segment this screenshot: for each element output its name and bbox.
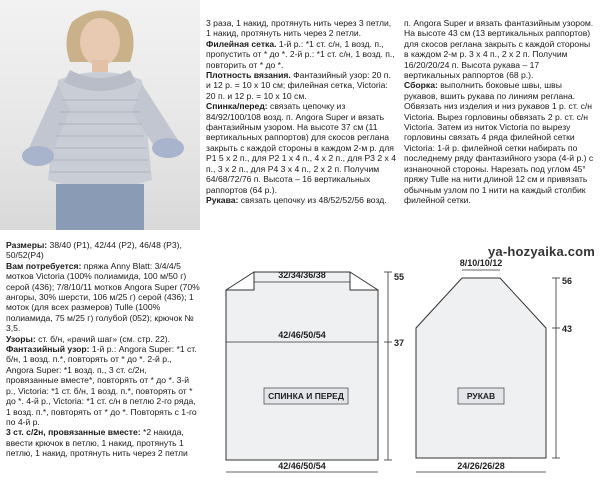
instructions-right-column: [404, 18, 594, 205]
back-mid-width: 42/46/50/54: [278, 330, 326, 340]
sleeve-piece-shape: [416, 278, 546, 458]
sleeve-piece-label: РУКАВ: [466, 391, 496, 401]
sleeve-total-height: 56: [562, 276, 573, 286]
paragraph: Фантазийный узор: 1-й р.: Angora Super: *1 ст. б/н, 1 возд. п.*, повторять от * до *. 2-й р., Angora Super: *1 возд. п., 3 ст. с/2н, провязанные вместе*, повторять от * до *. 3-й р., Victoria: *1 ст. б/н, 1 возд. п.*, повторять от * до *. 4-й р., Victoria: *1 ст. с/н в петлю 2-го ряда, 1 возд. п.*, повторять от * до *. Повторять с 1-го по 4-й р.: [6, 344, 197, 427]
paragraph: Плотность вязания. Фантазийный узор: 20 п. и 12 р. = 10 x 10 см; филейная сетка, Victoria: 20 п. и 12 р. = 10 x 10 см.: [206, 70, 391, 101]
instructions-middle-column: [206, 18, 396, 205]
back-total-height: 55: [394, 272, 405, 282]
sleeve-top-width: 8/10/10/12: [459, 258, 503, 268]
back-top-width: 32/34/36/38: [278, 270, 326, 280]
paragraph: Спинка/перед: связать цепочку из 84/92/100/108 возд. п. Angora Super и вязать фантазийным узором. На высоте 37 см (11 вертикальных раппортов) для скосов реглана закрыть с каждой стороны в каждом 2-м р. для P1 5 x 2 п., для P2 1 x 4 п., 4 x 2 п., для P3 2 x 4 п., 3 x 2 п., для P4 3 x 4 п., 2 x 2 п. Получим 64/68/72/76 п. Высота – 16 вертикальных раппортов (64 р.).: [206, 101, 396, 195]
paragraph: п. Angora Super и вязать фантазийным узором. На высоте 43 см (13 вертикальных раппортов) для скосов реглана закрыть с каждой стороны в каждом 2-м р. 3 x 4 п., 2 x 2 п. Получим 16/20/20/24 п. Высота рукава – 17 вертикальных раппортов (68 р.).: [404, 18, 594, 81]
paragraph: Размеры: 38/40 (P1), 42/44 (P2), 46/48 (P3), 50/52(P4): [6, 240, 182, 261]
model-photo: [0, 0, 200, 230]
paragraph: Вам потребуется: пряжа Anny Blatt: 3/4/4/5 мотков Victoria (100% полиамида, 100 м/50 г) серой (436); 7/8/10/11 мотков Angora Super (70% ангоры, 30% шерсти, 106 м/25 г) серой (436); 1 моток (для всех размеров) Tulle (100% полиамида, 75 м/25 г) голубой (052); крючок № 3,5.: [6, 260, 200, 334]
sleeve-bottom-width: 24/26/26/28: [457, 461, 505, 471]
paragraph: Филейная сетка. 1-й р.: *1 ст. с/н, 1 возд. п., пропустить от * до *. 2-й р.: *1 ст. с/н, 1 возд. п., повторить от * до *.: [206, 38, 395, 70]
paragraph: Узоры: ст. б/н, «рачий шаг» (см. стр. 22).: [6, 333, 170, 344]
sleeve-lower-height: 43: [562, 324, 573, 334]
instructions-left-column: [6, 240, 200, 459]
site-watermark: ya-hozyaika.com: [488, 244, 596, 259]
paragraph: Рукава: связать цепочку из 48/52/52/56 возд.: [206, 194, 387, 205]
back-bottom-width: 42/46/50/54: [278, 461, 326, 471]
back-front-piece-label: СПИНКА И ПЕРЕД: [268, 391, 344, 401]
paragraph: Сборка: выполнить боковые швы, швы рукавов, вшить рукава по линиям реглана. Обвязать низ изделия и низ рукавов 1 р. ст. с/н Victoria. Вырез горловины обвязать 2 р. ст. с/н Victoria. Затем из ниток Victoria по вырезу горловины связать 4 ряда филейной сетки Victoria: 1-й р. филейной сетки набирать по последнему ряду фантазийного узора (4-й р.) с изнаночной стороны. Нарезать под углом 45° пряжу Tulle на нити длиной 12 см и привязать обычным узлом по 1 нити на каждый столбик филейной сетки.: [404, 80, 594, 205]
sweater-photo-illustration: [0, 0, 200, 230]
pattern-schematic: [200, 232, 600, 499]
paragraph: 3 ст. с/2н, провязанные вместе: *2 накида, ввести крючок в петлю, 1 накид, протянуть 1 петлю, 1 накид, протянуть нить через 2 петли: [6, 427, 188, 459]
back-lower-height: 37: [394, 338, 405, 348]
paragraph: 3 раза, 1 накид, протянуть нить через 3 петли, 1 накид, протянуть нить через 2 петли.: [206, 18, 392, 39]
back-front-piece-shape: [226, 272, 378, 460]
